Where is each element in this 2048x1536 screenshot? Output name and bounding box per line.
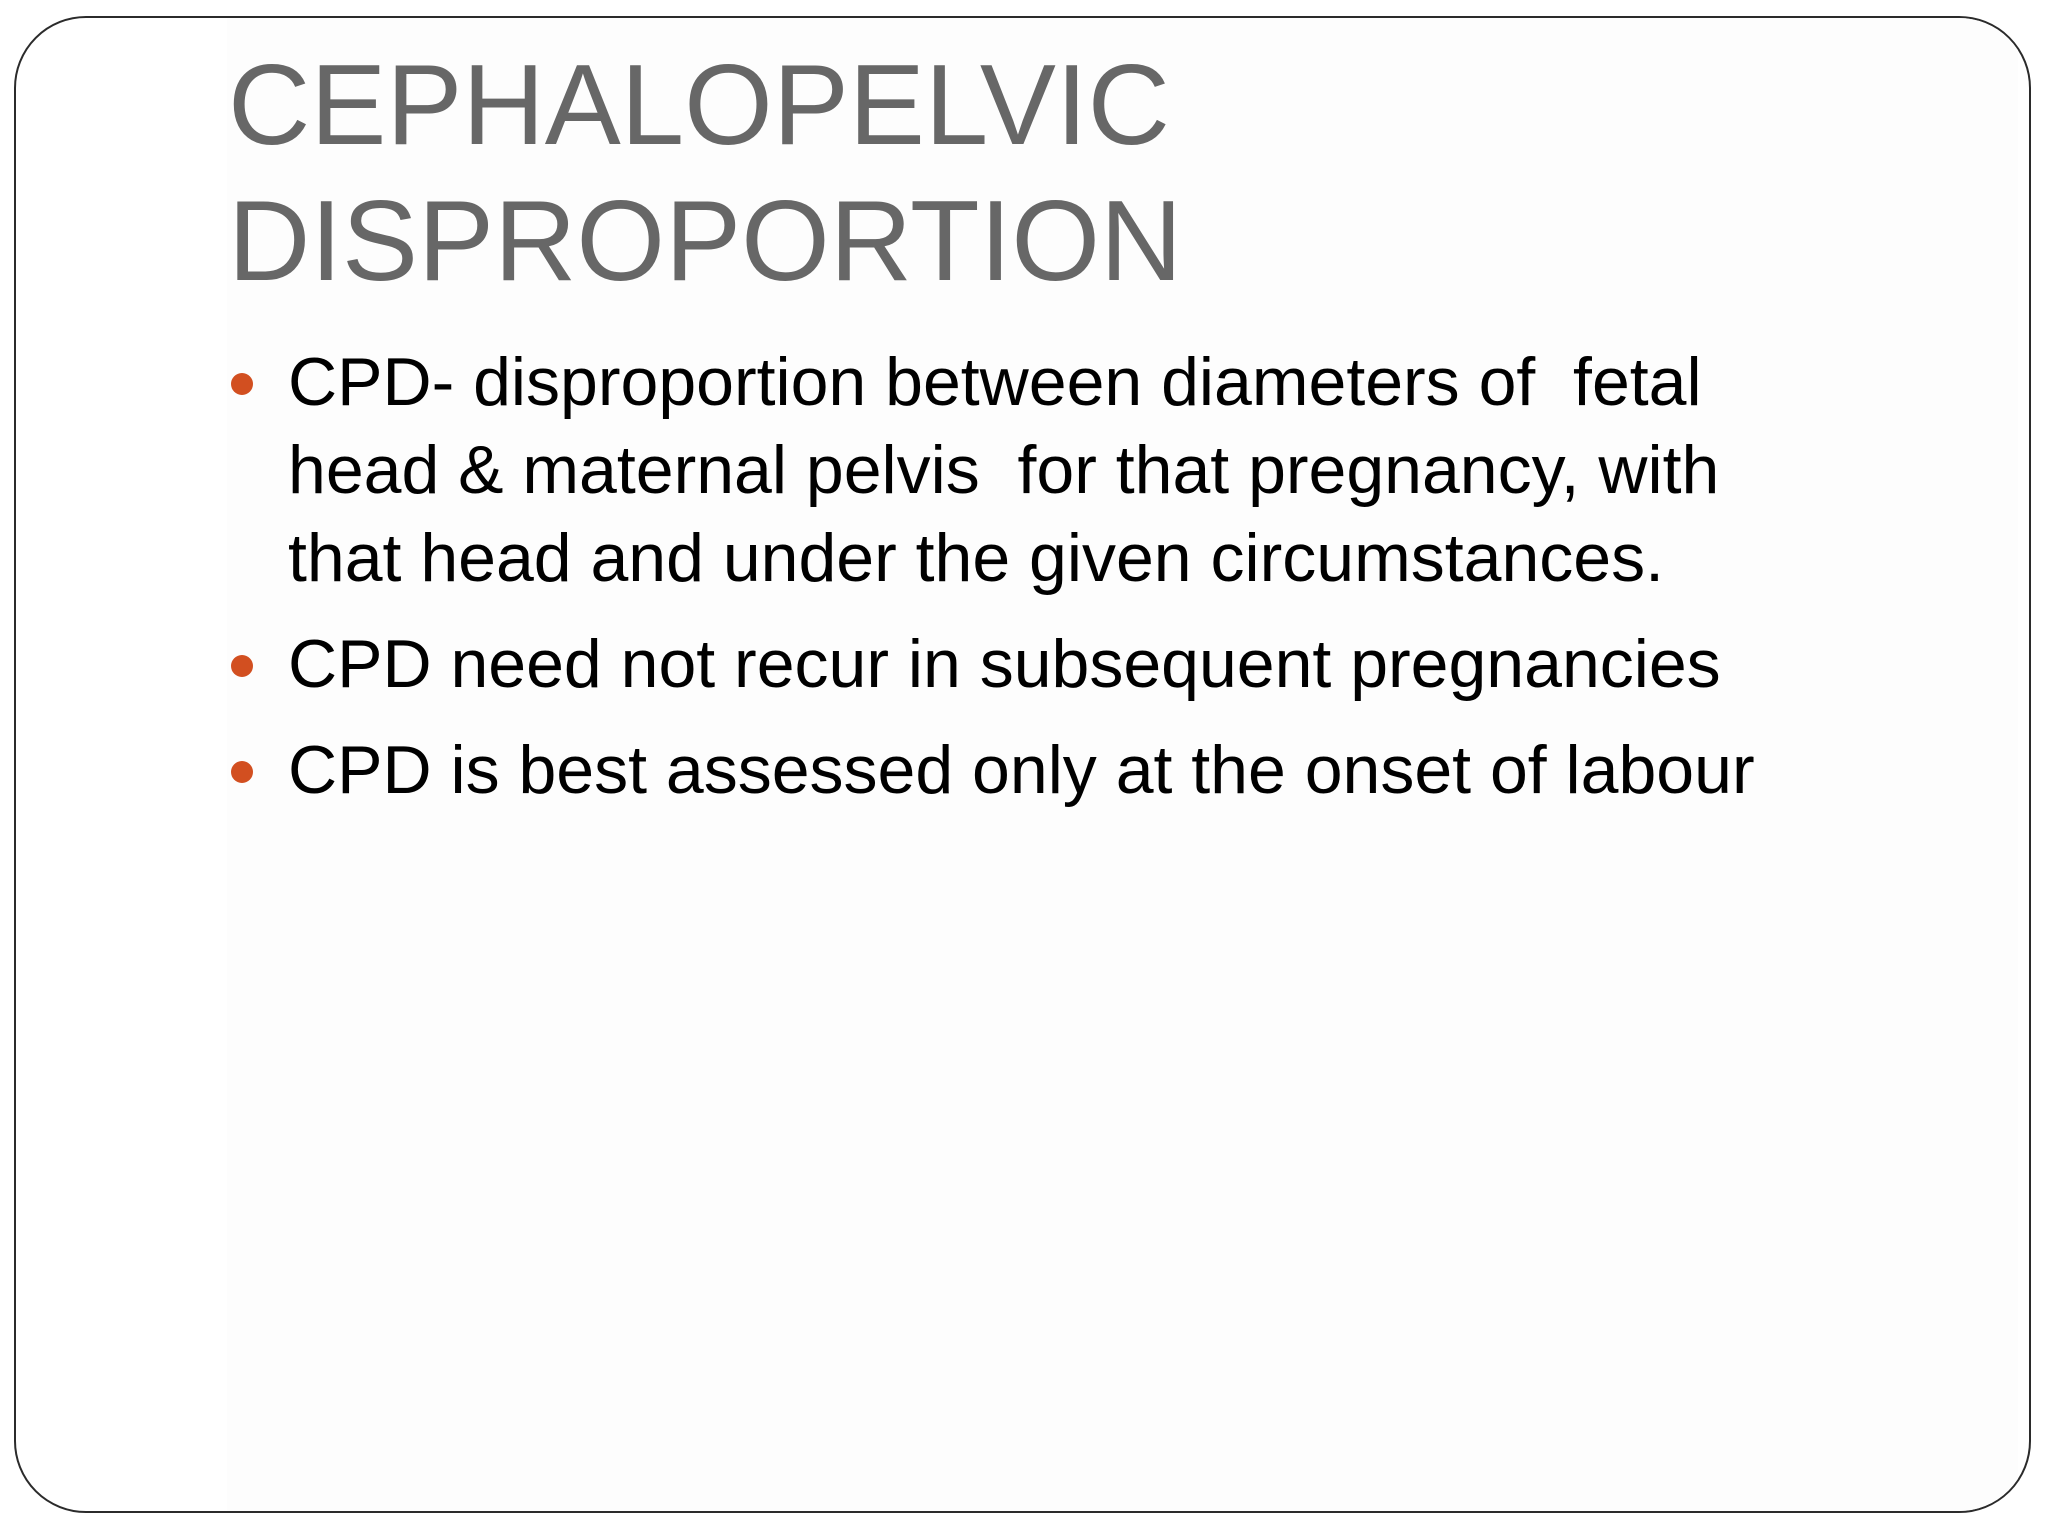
bullet-dot-icon [231,761,253,783]
bullet-text-line: that head and under the given circumstances. [288,520,1664,596]
bullet-text-line: CPD- disproportion between diameters of fetal [288,344,1702,420]
bullet-dot-icon [231,373,253,395]
slide-title [228,38,1182,310]
bullet-text-line: CPD is best assessed only at the onset of labour [288,732,1755,808]
slide-title-line-1: CEPHALOPELVIC [228,42,1170,169]
bullet-list [228,338,1908,832]
bullet-item-cpd-recurrence [228,620,1908,708]
slide-title-line-2: DISPROPORTION [228,178,1183,305]
bullet-item-cpd-assessment [228,726,1908,814]
bullet-item-cpd-definition [228,338,1908,602]
bullet-text-line: CPD need not recur in subsequent pregnancies [288,626,1721,702]
bullet-text-line: head & maternal pelvis for that pregnancy, with [288,432,1720,508]
bullet-dot-icon [231,655,253,677]
